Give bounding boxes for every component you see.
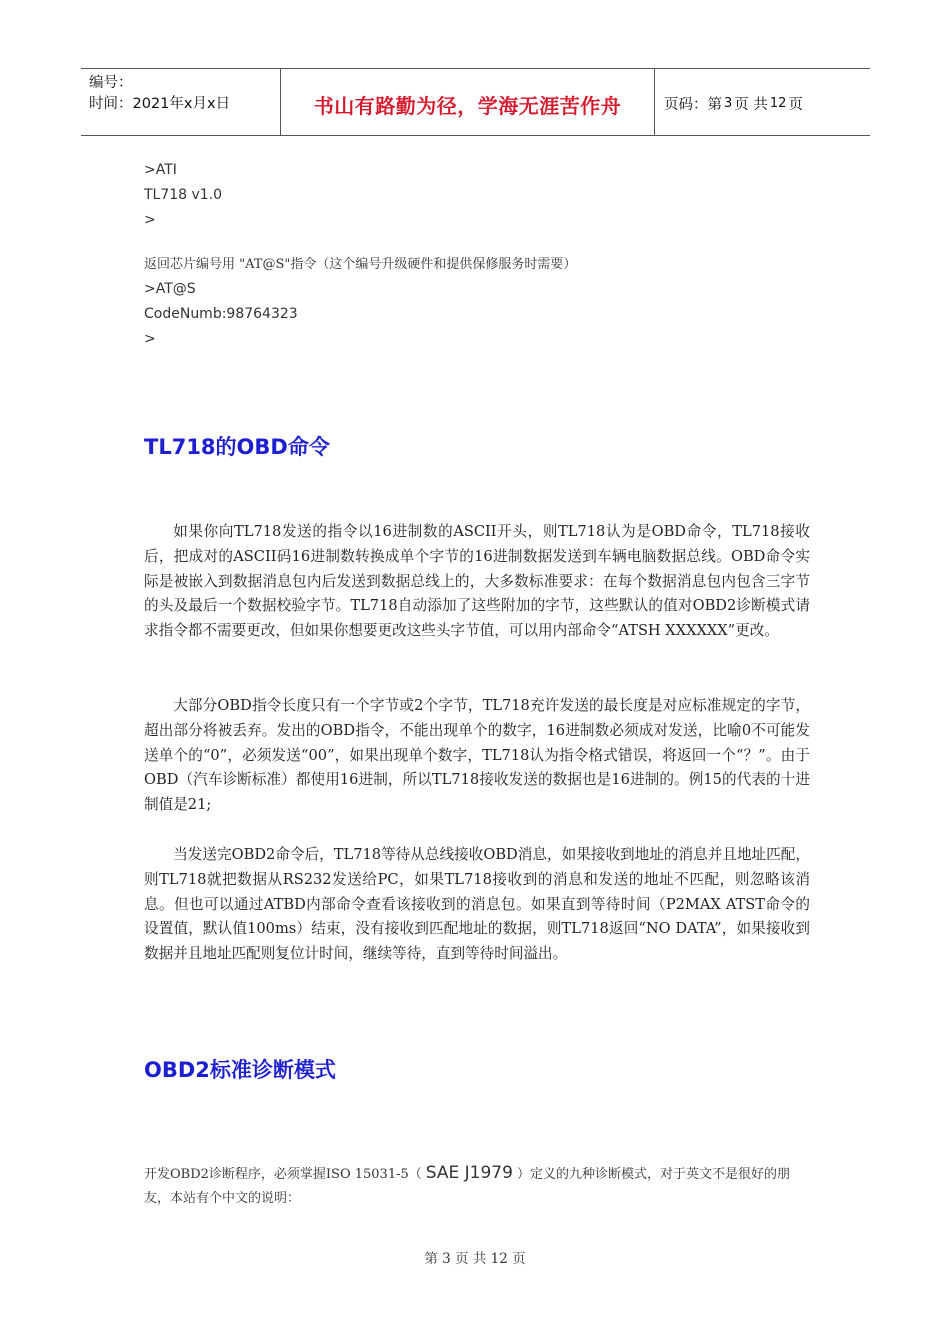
code-line: > [144,212,156,228]
command-block-ats [144,252,810,352]
page-header [81,68,870,136]
page-prefix: 页码：第 [664,96,722,113]
section-heading-obd2-modes: OBD2标准诊断模式 [144,1058,336,1082]
header-left-cell [81,69,281,135]
intro-text-before: 开发OBD2诊断程序，必须掌握ISO 15031-5（ [144,1167,422,1182]
code-line: CodeNumb:98764323 [144,306,298,322]
section-heading-obd-commands: TL718的OBD命令 [144,435,330,459]
intro-text-after: ）定义的九种诊断模式，对于英文不是很好的朋友，本站有个中文的说明： [144,1167,790,1206]
paragraph: 当发送完OBD2命令后，TL718等待从总线接收OBD消息，如果接收到地址的消息并且地址匹配，则TL718就把数据从RS232发送给PC，如果TL718接收到的消息和发送的地址不匹配，则忽略该消息。但也可以通过ATBD内部命令查看该接收到的消息包。如果直到等待时间（P2MAX ATST命令的设置值，默认值100ms）结束，没有接收到匹配地址的数据，则TL718返回“NO DATA”，如果接收到数据并且地址匹配则复位计时间，继续等待，直到等待时间溢出。 [144,846,810,963]
time-label: 时间：2021年x月x日 [89,96,231,112]
paragraph: 如果你向TL718发送的指令以16进制数的ASCII开头，则TL718认为是OBD命令，TL718接收后，把成对的ASCII码16进制数转换成单个字节的16进制数据发送到车辆电脑数据总线。OBD命令实际是被嵌入到数据消息包内后发送到数据总线上的，大多数标准要求：在每个数据消息包内包含三字节的头及最后一个数据校验字节。TL718自动添加了这些附加的字节，这些默认的值对OBD2诊断模式请求指令都不需要更改，但如果你想要更改这些头字节值，可以用内部命令“ATSH XXXXXX”更改。 [144,523,810,640]
code-line: TL718 v1.0 [144,187,223,203]
serial-label: 编号： [89,75,133,91]
page-total: 12 [769,95,787,111]
code-line: > [144,331,156,347]
page-mid: 页 共 [734,96,768,113]
ats-note: 返回芯片编号用 "AT@S"指令（这个编号升级硬件和提供保修服务时需要） [144,257,577,272]
page-footer: 第 3 页 共 12 页 [424,1251,526,1267]
obd2-modes-intro [144,1161,810,1211]
code-line: >AT@S [144,281,196,297]
header-page-number [655,69,870,135]
paragraph: 大部分OBD指令长度只有一个字节或2个字节，TL718充许发送的最长度是对应标准规定的字节，超出部分将被丢弃。发出的OBD指令，不能出现单个的数字，16进制数必须成对发送，比喻0不可能发送单个的“0”，必须发送“00”，如果出现单个数字，TL718认为指令格式错误，将返回一个“？”。由于OBD（汽车诊断标准）都使用16进制，所以TL718接收发送的数据也是16进制的。例15的代表的十进制值是21; [144,697,810,814]
code-line: >ATI [144,162,177,178]
header-motto: 书山有路勤为径，学海无涯苦作舟 [281,69,655,135]
page-suffix: 页 [788,96,803,113]
page-current: 3 [724,95,733,111]
sae-j1979-highlight: SAE J1979 [425,1163,513,1183]
command-block-ati [144,158,810,233]
